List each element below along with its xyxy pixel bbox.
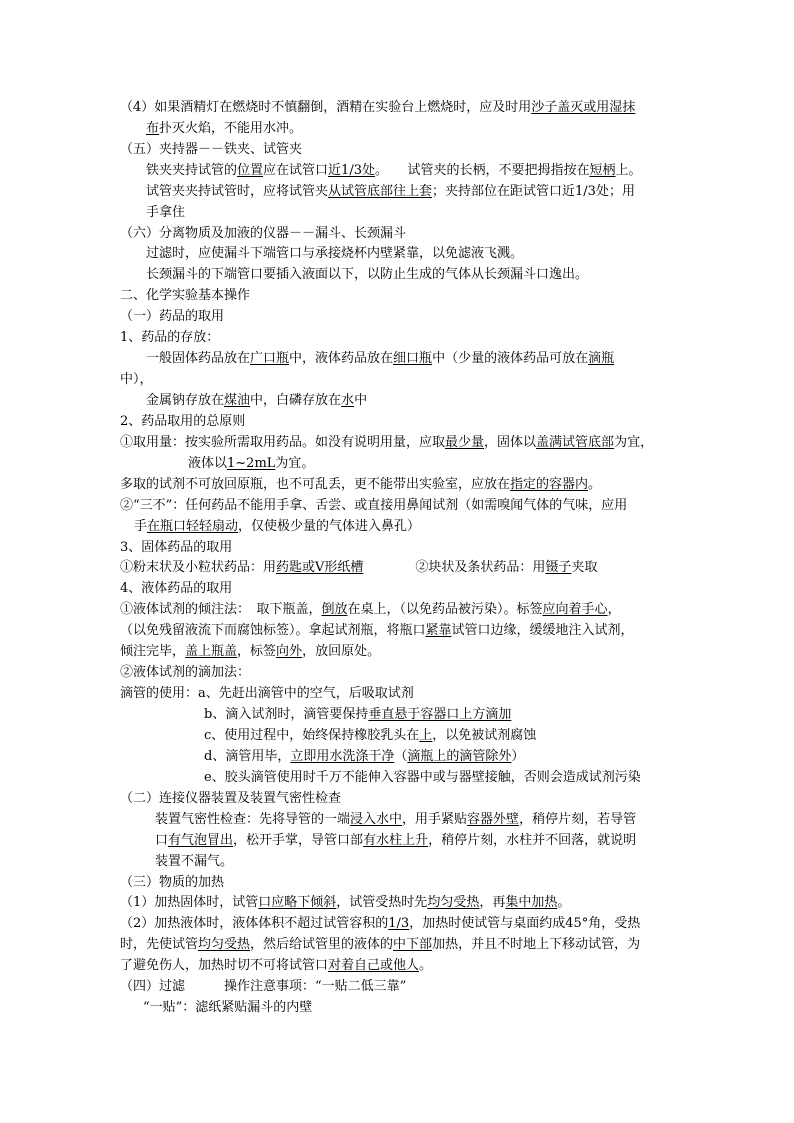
text-line: 装置气密性检查：先将导管的一端浸入水中，用手紧贴容器外壁，稍停片刻，若导管	[155, 812, 637, 827]
underlined-keyword: 有气泡冒出	[168, 833, 234, 848]
text-line: 液体以1~2mL为宜。	[188, 456, 315, 471]
underlined-keyword: 口应略下倾斜	[258, 895, 337, 910]
underlined-keyword: 盖满试管底部	[536, 435, 615, 450]
underlined-keyword: 位置	[237, 163, 264, 178]
underlined-keyword: 容器外壁	[467, 812, 520, 827]
text-line: 了避免伤人，加热时切不可将试管口对着自己或他人。	[120, 958, 433, 973]
section-heading: （六）分离物质及加液的仪器－－漏斗、长颈漏斗	[120, 226, 407, 241]
section-heading: （一）药品的取用	[120, 309, 225, 324]
section-heading: 二、化学实验基本操作	[120, 288, 251, 303]
underlined-keyword: 近1/3处	[328, 163, 375, 178]
text-line: ②液体试剂的滴加法：	[120, 665, 251, 680]
text-line: 滴管的使用：a、先赶出滴管中的空气，后吸取试剂	[120, 686, 414, 701]
text-line: （2）加热液体时，液体体积不超过试管容积的1/3，加热时使试管与桌面约成45°角，受热	[120, 916, 641, 931]
section-heading: （二）连接仪器装置及装置气密性检查	[120, 791, 342, 806]
text-line: b、滴入试剂时，滴管要保持垂直悬于容器口上方滴加	[204, 707, 512, 722]
text-line: e、胶头滴管使用时千万不能伸入容器中或与器壁接触，否则会造成试剂污染	[204, 770, 641, 785]
underlined-keyword: 均匀受热	[198, 937, 251, 952]
underlined-keyword: 短柄	[589, 163, 616, 178]
text-line: 手拿住	[146, 205, 186, 220]
underlined-keyword: 紧靠	[425, 623, 452, 638]
underlined-keyword: 垂直悬于容器口上方滴加	[368, 707, 512, 722]
underlined-keyword: 向外	[276, 644, 303, 659]
text-line: 时，先使试管均匀受热，然后给试管里的液体的中下部加热，并且不时地上下移动试管，为	[120, 937, 641, 952]
text-line: （1）加热固体时，试管口应略下倾斜，试管受热时先均匀受热，再集中加热。	[120, 895, 571, 910]
text-line: 试管夹夹持试管时，应将试管夹从试管底部往上套；夹持部位在距试管口近1/3处；用	[146, 184, 635, 199]
underlined-keyword: 应向着手心	[542, 602, 608, 617]
underlined-keyword: 广口瓶	[250, 351, 290, 366]
underlined-keyword: 在瓶口轻轻扇动	[147, 519, 239, 534]
text-line: ①液体试剂的倾注法： 取下瓶盖，倒放在桌上，（以免药品被污染）。标签应向着手心，	[120, 602, 621, 617]
text-line: （以免残留液流下而腐蚀标签）。拿起试剂瓶，将瓶口紧靠试管口边缘，缓缓地注入试剂，	[120, 623, 634, 638]
text-line: c、使用过程中，始终保持橡胶乳头在上，以免被试剂腐蚀	[204, 728, 537, 743]
underlined-keyword: 指定的容器内	[510, 477, 589, 492]
underlined-keyword: 1/3	[388, 916, 410, 931]
text-line: “一贴”：滤纸紧贴漏斗的内壁	[143, 1000, 313, 1015]
subsection-heading: 4、液体药品的取用	[120, 581, 233, 596]
text-line: 铁夹夹持试管的位置应在试管口近1/3处。 试管夹的长柄，不要把拇指按在短柄上。	[146, 163, 642, 178]
underlined-keyword: 从试管底部往上套	[328, 184, 433, 199]
section-heading: （五）夹持器－－铁夹、试管夹	[120, 142, 303, 157]
underlined-keyword: 布	[146, 121, 160, 136]
underlined-keyword: 有水柱上升	[363, 833, 429, 848]
subsection-heading: 2、药品取用的总原则	[120, 414, 246, 429]
underlined-keyword: 滴瓶	[588, 351, 615, 366]
text-line: 一般固体药品放在广口瓶中，液体药品放在细口瓶中（少量的液体药品可放在滴瓶	[146, 351, 615, 366]
text-line: （4）如果酒精灯在燃烧时不慎翻倒，酒精在实验台上燃烧时，应及时用沙子盖灭或用湿抹	[120, 100, 636, 115]
underlined-keyword: 水	[341, 393, 355, 408]
underlined-keyword: 对着自己或他人	[328, 958, 420, 973]
underlined-keyword: 最少量	[445, 435, 485, 450]
subsection-heading: 3、固体药品的取用	[120, 540, 233, 555]
underlined-keyword: 细口瓶	[393, 351, 433, 366]
text-line: 倾注完毕，盖上瓶盖，标签向外，放回原处。	[120, 644, 381, 659]
underlined-keyword: 滴瓶上的滴管除外	[407, 749, 512, 764]
text-line: ②“三不”：任何药品不能用手拿、舌尝、或直接用鼻闻试剂（如需嗅闻气体的气味，应用	[120, 498, 628, 513]
text-line: 多取的试剂不可放回原瓶，也不可乱丢，更不能带出实验室，应放在指定的容器内。	[120, 477, 602, 492]
underlined-keyword: 上	[419, 728, 433, 743]
text-line: 装置不漏气。	[155, 854, 234, 869]
underlined-keyword: 中下部	[393, 937, 433, 952]
text-line: ①取用量：按实验所需取用药品。如没有说明用量，应取最少量，固体以盖满试管底部为宜，	[120, 435, 654, 450]
underlined-keyword: 镊子	[545, 560, 572, 575]
text-line: d、滴管用毕，立即用水洗涤干净（滴瓶上的滴管除外）	[204, 749, 525, 764]
text-line: 过滤时，应使漏斗下端管口与承接烧杯内壁紧靠，以免滤液飞溅。	[146, 246, 524, 261]
underlined-keyword: 盖上瓶盖	[185, 644, 238, 659]
text-line: 口有气泡冒出，松开手掌，导管口部有水柱上升，稍停片刻，水柱并不回落，就说明	[155, 833, 637, 848]
text-line: ①粉末状及小粒状药品：用药匙或V形纸槽 ②块状及条状药品：用镊子夹取	[120, 560, 598, 575]
underlined-keyword: 1~2mL	[227, 456, 276, 471]
text-line: 长颈漏斗的下端管口要插入液面以下，以防止生成的气体从长颈漏斗口逸出。	[146, 267, 589, 282]
underlined-keyword: 均匀受热	[427, 895, 480, 910]
underlined-keyword: 集中加热	[505, 895, 558, 910]
subsection-heading: 1、药品的存放：	[120, 330, 220, 345]
section-heading: （三）物质的加热	[120, 875, 225, 890]
underlined-keyword: 浸入水中	[350, 812, 403, 827]
text-line: 布扑灭火焰，不能用水冲。	[146, 121, 303, 136]
text-line: 金属钠存放在煤油中，白磷存放在水中	[146, 393, 368, 408]
underlined-keyword: 药匙或V形纸槽	[276, 560, 364, 575]
underlined-keyword: 煤油	[224, 393, 251, 408]
text-line: 手在瓶口轻轻扇动，仅使极少量的气体进入鼻孔）	[134, 519, 421, 534]
underlined-keyword: 立即用水洗涤干净	[290, 749, 395, 764]
section-heading: （四）过滤 操作注意事项：“一贴二低三靠”	[120, 979, 407, 994]
text-line: 中），	[120, 372, 153, 387]
underlined-keyword: 倒放	[321, 602, 348, 617]
underlined-keyword: 沙子盖灭或用湿抹	[531, 100, 636, 115]
